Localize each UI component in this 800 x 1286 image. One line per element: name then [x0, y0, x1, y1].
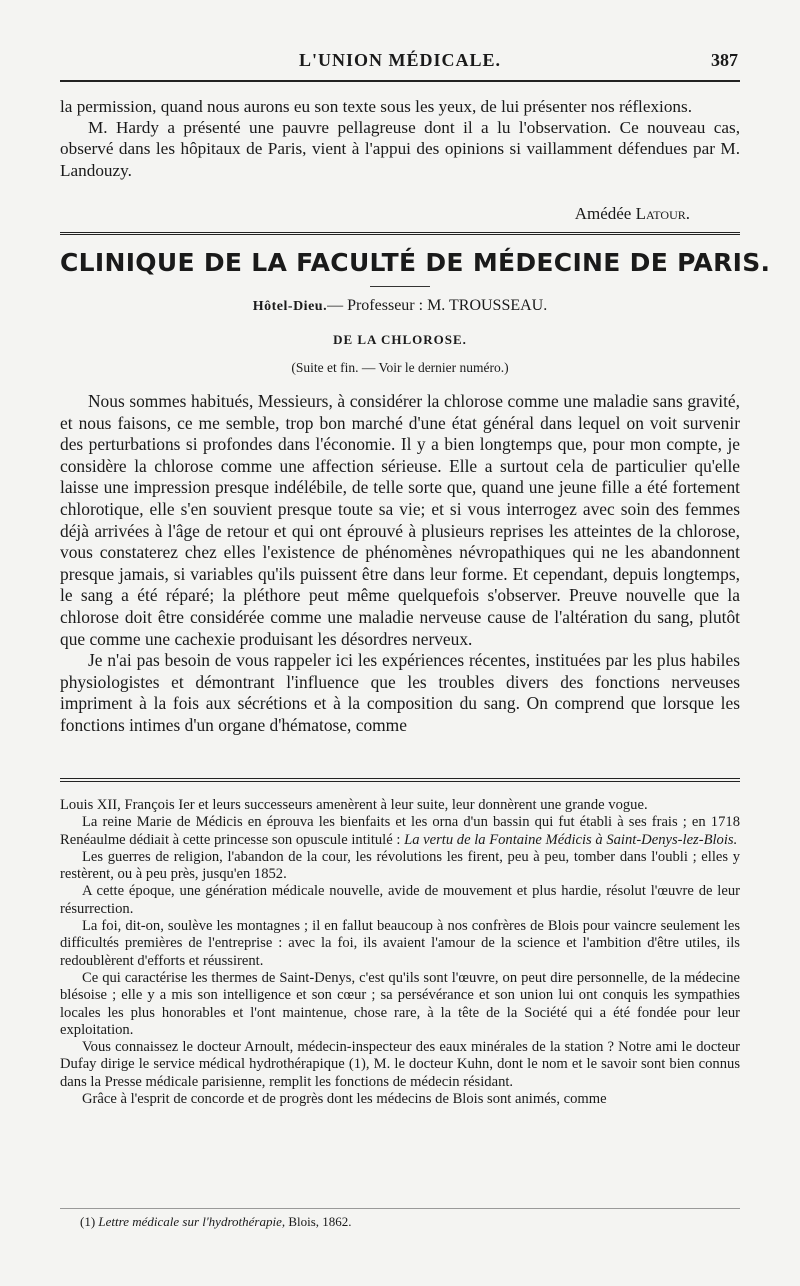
journal-page — [60, 0, 771, 1286]
paragraph: A cette époque, une génération médicale nouvelle, avide de mouvement et plus hardie, résolut l'œuvre de leur résurrection. — [60, 883, 740, 917]
paragraph: Vous connaissez le docteur Arnoult, médecin-inspecteur des eaux minérales de la station ? Notre ami le docteur Dufay dirige le service médical hydrothérapique (1), M. le docteur Kuhn, dont le nom et le savoir sont bien connus dans la Presse médicale parisienne, remplit les fonctions de médecin résidant. — [60, 1039, 740, 1090]
page-number: 387 — [711, 50, 738, 70]
paragraph: M. Hardy a présenté une pauvre pellagreuse dont il a lu l'observation. Ce nouveau cas, observé dans les hôpitaux de Paris, vient à l'appui des opinions si vaillamment défendues par M. Landouzy. — [60, 118, 740, 180]
running-head — [60, 50, 740, 72]
footnote-rule — [60, 1208, 740, 1209]
lecture-subject: DE LA CHLOROSE. — [333, 332, 467, 347]
paragraph-text: La reine Marie de Médicis en éprouva les bienfaits et les orna d'un bassin qui fut établi à ses frais ; en 1718 Renéaulme dédiait à cette princesse son opuscule intitulé : — [60, 814, 740, 848]
professor-name: — Professeur : M. TROUSSEAU. — [327, 297, 548, 314]
hospital-name: Hôtel-Dieu. — [252, 299, 328, 314]
feuilleton — [60, 797, 740, 1108]
paragraph: Je n'ai pas besoin de vous rappeler ici les expériences récentes, instituées par les plus habiles physiologistes et démontrant l'influence que les troubles divers des fonctions nerveuses impriment à la fois aux sécrétions et à la composition du sang. On comprend que lorsque les fonctions intimes d'un organe d'hématose, comme — [60, 650, 740, 735]
previous-article-end — [60, 96, 740, 181]
section-divider — [60, 232, 740, 235]
paragraph: Les guerres de religion, l'abandon de la cour, les révolutions les firent, peu à peu, tomber dans l'oubli ; elles y restèrent, ou à peu près, jusqu'en 1852. — [60, 848, 740, 883]
title-underline — [370, 286, 430, 287]
header-rule — [60, 80, 740, 82]
paragraph: la permission, quand nous aurons eu son texte sous les yeux, de lui présenter nos réflexions. — [60, 97, 692, 116]
article-body — [60, 391, 740, 737]
section-title: CLINIQUE DE LA FACULTÉ DE MÉDECINE DE PARIS. — [60, 248, 771, 277]
paragraph: Nous sommes habitués, Messieurs, à considérer la chlorose comme une maladie sans gravité, et nous faisons, ce me semble, trop bon marché d'une état général dans lequel on voit survenir des perturbations si profondes dans l'économie. Il y a bien longtemps que, pour mon compte, je considère la chlorose comme une affection sérieuse. Elle a surtout cela de particulier qu'elle laisse une impression presque indélébile, de telle sorte que, quand une jeune fille a été fortement chlorotique, elle s'en souvient presque toute sa vie; et si vous interrogez avec soin des femmes déjà arrivées à l'âge de retour et qui ont éprouvé à plusieurs reprises les atteintes de la chlorose, vous constaterez chez elles l'existence de phénomènes névropathiques qui ne les abandonnent presque jamais, si variables qu'ils puissent être dans leur forme. Et cependant, depuis longtemps, le sang a été réparé; la pléthore peut même quelquefois s'observer. Preuve nouvelle que la chlorose doit être considérée comme une maladie nerveuse cause de l'altération du sang, plutôt que comme une cachexie produisant les désordres nerveux. — [60, 391, 740, 649]
paragraph: La foi, dit-on, soulève les montagnes ; il en fallut beaucoup à nos confrères de Blois pour vaincre seulement les difficultés premières de l'entreprise : avec la foi, ils avaient l'amour de la science et l'ambition d'être utiles, ils redoublèrent d'efforts et réussirent. — [60, 918, 740, 969]
lecture-line — [60, 297, 740, 315]
author-signature — [575, 204, 690, 224]
book-title: La vertu de la Fontaine Médicis à Saint-Denys-lez-Blois. — [404, 831, 738, 848]
journal-title: L'UNION MÉDICALE. — [298, 50, 502, 70]
feuilleton-divider — [60, 778, 740, 782]
paragraph: Grâce à l'esprit de concorde et de progrès dont les médecins de Blois sont animés, comme — [82, 1091, 607, 1108]
footnote-rest: Blois, 1862. — [288, 1214, 352, 1229]
paragraph: Louis XII, François Ier et leurs successeurs amenèrent à leur suite, leur donnèrent une grande vogue. — [60, 797, 648, 813]
footnote-title: Lettre médicale sur l'hydrothérapie, — [98, 1214, 286, 1229]
continuation-note: (Suite et fin. — Voir le dernier numéro.) — [291, 360, 509, 375]
signature-first-name: Amédée — [574, 204, 632, 223]
signature-last-name: Latour. — [635, 204, 690, 223]
footnote — [80, 1214, 352, 1230]
paragraph — [60, 814, 740, 849]
footnote-marker: (1) — [80, 1214, 96, 1229]
paragraph: Ce qui caractérise les thermes de Saint-Denys, c'est qu'ils sont l'œuvre, on peut dire personnelle, de la médecine blésoise ; elle y a mis son intelligence et son cœur ; sa persévérance et son union lui ont conquis les sympathies locales les plus honorables et l'ont maintenue, chose rare, à la tête de la Société qui a été fondée pour leur exploitation. — [60, 969, 740, 1038]
